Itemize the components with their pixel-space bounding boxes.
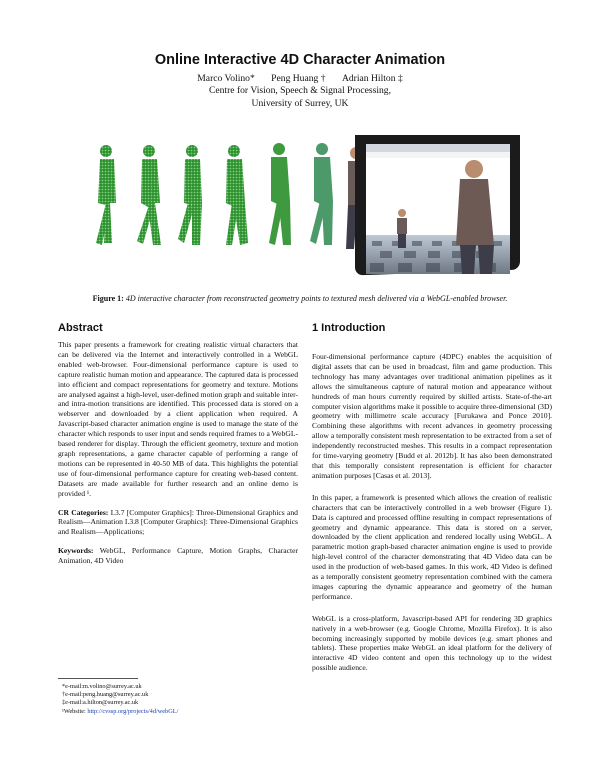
affiliation-line: University of Surrey, UK [251, 97, 349, 109]
figure-label: Figure 1: [92, 294, 124, 303]
point-cloud-figure [96, 145, 116, 245]
point-cloud-figure [178, 145, 202, 245]
mesh-figure [269, 143, 291, 245]
footnote-prefix: ¹Website: [62, 707, 88, 715]
intro-paragraph: In this paper, a framework is presented which allows the creation of realistic characters that can be interactively controlled in a web browser (Figure 1). Data is captured and processed offline resulting in compact representations of geometry and dynamic appearance. This data is stored on a server, downloaded by the client application and rendered locally using WebGL. A parametric motion graph-based character animation engine is used to provide high-level control of the character demonstrating that 4D Video data can be used in the production of web-based games. In this work, 4D Video is defined as a temporally consistent geometry representation combined with the camera images capturing the dynamic appearance and geometry of the human performance. [312, 492, 552, 601]
teaser-figure [80, 135, 520, 285]
figure-caption-text: 4D interactive character from reconstructed geometry points to textured mesh delivered via a WebGL-enabled browser. [125, 294, 508, 303]
abstract-body: This paper presents a framework for creating realistic virtual characters that can be delivered via the Internet and interactively controlled in a WebGL enabled web-browser. Four-dimensional performance capture is used to capture realistic human motion and appearance. The captured data is processed into efficient and compact representations for geometry and texture. Motions are analysed against a high-level, user-defined motion graph and suitable inter- and intra-motion transitions are identified. This processed data is stored on a webserver and downloaded by a client application when required. A Javascript-based character animation engine is used to manage the state of the character which responds to user input and sends required frames to a WebGL-based renderer for display. Through the efficient geometry, texture and motion graph representations, a game character capable of performing a range of motions can be represented in 40-50 MB of data. This highlights the potential use of four-dimensional performance capture for creating web-based content. Datasets are made available for further research and an online demo is provided ¹. [58, 340, 299, 498]
paper-title: Online Interactive 4D Character Animation [154, 52, 446, 68]
website-link[interactable]: http://cvssp.org/projects/4d/webGL/ [87, 707, 179, 715]
mesh-figure [310, 143, 333, 245]
keywords [58, 546, 298, 566]
cr-categories [58, 508, 298, 538]
author-name: Marco Volino* [197, 73, 255, 84]
footnote: *e-mail:m.volino@surrey.ac.uk [62, 683, 142, 690]
point-cloud-figure [137, 145, 161, 245]
affiliation-line: Centre for Vision, Speech & Signal Processing, [208, 85, 392, 97]
tablet-device [355, 135, 520, 275]
intro-heading: 1 Introduction [312, 322, 386, 334]
keywords-text: WebGL, Performance Capture, Motion Graphs, Character Animation, 4D Video [58, 546, 299, 566]
figure-caption [0, 294, 600, 303]
author-block [0, 73, 600, 110]
author-name: Adrian Hilton ‡ [341, 73, 403, 84]
footnote: †e-mail:peng.huang@surrey.ac.uk [62, 691, 149, 699]
cr-label: CR Categories: [58, 507, 109, 517]
point-cloud-figure [226, 145, 248, 245]
footnote-rule [58, 678, 138, 679]
intro-paragraph: Four-dimensional performance capture (4DPC) enables the acquisition of digital assets that can be used in broadcast, film and game production. This technology has many advantages over traditional animation pipelines as it allows the simultaneous capture of natural motion and appearance without hundreds of man hours currently required by skilled artists. State-of-the-art computer vision algorithms make it possible to acquire three-dimensional (3D) geometry with millimetre scale accuracy [Furukawa and Ponce 2010]. Combining these algorithms with recent advances in geometry processing allow a temporally consistent mesh representation to be extracted from a set of independently reconstructed meshes. This results in a compact representation for time-varying geometry [Budd et al. 2012b]. It has also been demonstrated that this temporally consistent representation is efficient for character animation purposes [Casas et al. 2013]. [312, 352, 552, 480]
keywords-label: Keywords: [58, 546, 94, 556]
author-name: Peng Huang † [271, 73, 326, 84]
intro-paragraph: WebGL is a cross-platform, Javascript-based API for rendering 3D graphics natively in a web-browser (e.g. Google Chrome, Mozilla Firefox). It is also becoming increasingly supported by mobile devices (e.g. smart phones and tablets). These properties make WebGL an ideal platform for the delivery of interactive 4D video content and open this technology up to the widest possible audience. [312, 613, 552, 673]
intro-column [312, 352, 552, 679]
author-names [0, 73, 600, 85]
abstract-heading: Abstract [58, 322, 103, 334]
abstract-column [58, 340, 298, 572]
rendered-character [397, 209, 407, 248]
cr-text: I.3.7 [Computer Graphics]: Three-Dimensional Graphics and Realism—Animation I.3.8 [Computer Graphics]: Three-Dimensional Graphics and Realism—Applications; [58, 507, 298, 537]
footnote [62, 708, 302, 716]
footnotes [62, 683, 302, 716]
footnote: ‡e-mail:a.hilton@surrey.ac.uk [62, 699, 139, 707]
